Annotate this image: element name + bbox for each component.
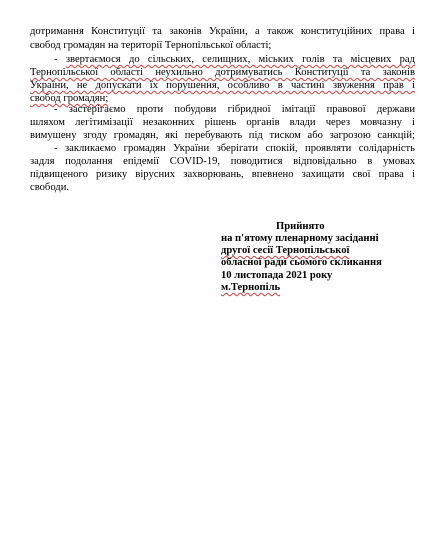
text-line: - закликаємо громадян України зберігати спокій, проявляти солідарність [54, 143, 415, 154]
signature-line: другої сесії Тернопільської [221, 245, 350, 256]
text-line: дотримання Конституції та законів України, а також конституційних права і [30, 26, 415, 37]
text-line [54, 54, 415, 66]
signature-line: обласної ради сьомого скликання [221, 257, 382, 268]
text-line: задля подолання епідемії COVID-19, поводитися відповідально в умовах [30, 156, 415, 167]
text-span: - [54, 54, 66, 65]
spellcheck-flagged-text: Тернопільської області неухильно дотримуватись Конституції та законів [30, 67, 415, 78]
signature-title: Прийнято [276, 221, 325, 232]
signature-date: 10 листопада 2021 року [221, 270, 333, 281]
text-line: - застерігаємо проти побудови гібридної імітації правової держави [54, 104, 415, 115]
text-line: свобод громадян на території Тернопільської області; [30, 40, 272, 51]
signature-place: м.Тернопіль [221, 282, 281, 293]
text-line: підвищеного ризику вірусних захворювань, впевнено захищати свої права і [30, 169, 415, 180]
text-line: шляхом легітимізації незаконних рішень органів влади через мовчазну і [30, 117, 415, 128]
spellcheck-flagged-text: звертаємося до сільських, селищних, міських голів та місцевих рад [65, 54, 415, 65]
spellcheck-flagged-text: свобод громадян; [30, 93, 109, 104]
signature-line: на п'ятому пленарному засіданні [221, 233, 379, 244]
text-line: вимушену згоду громадян, які перебувають під тиском або загрозою санкцій; [30, 130, 415, 141]
text-line: свободи. [30, 182, 70, 193]
spellcheck-flagged-text: України, не допускати їх порушення, особливо в частині звуження прав і [30, 80, 415, 91]
